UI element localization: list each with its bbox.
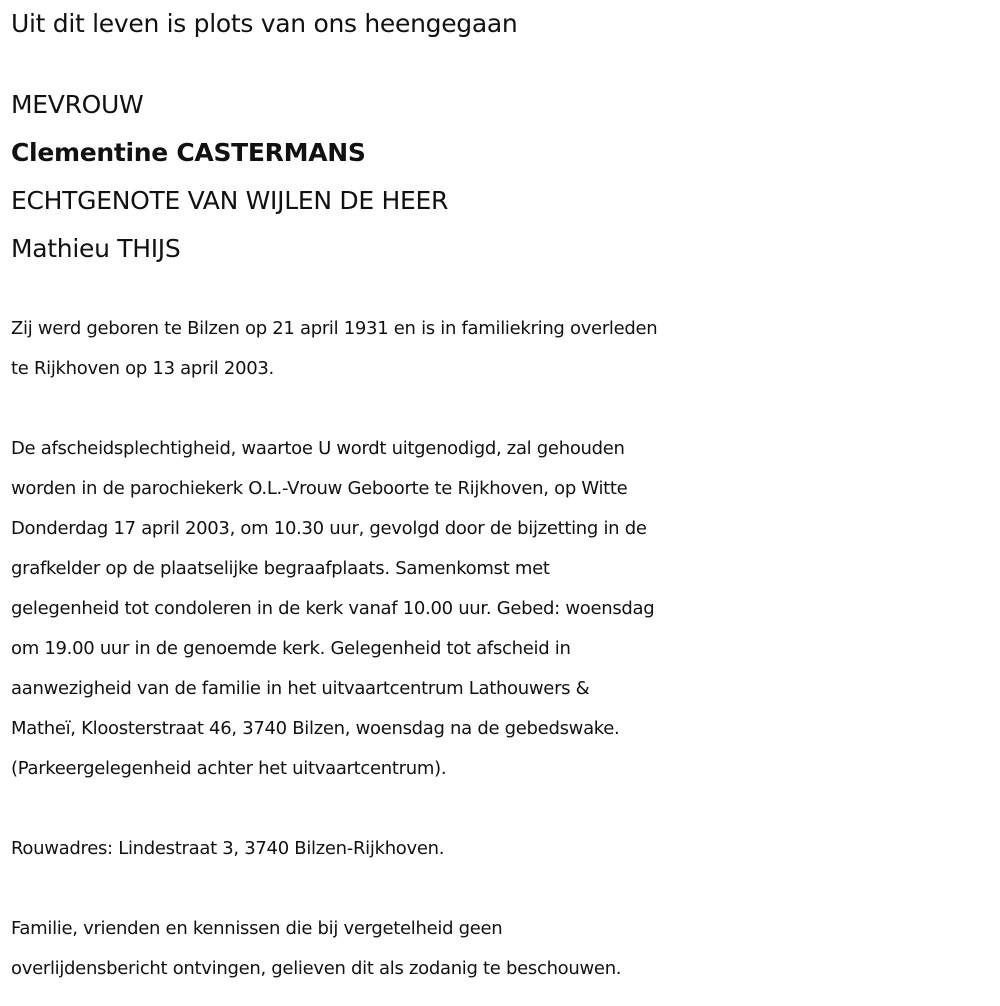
spouse-name: Mathieu THIJS xyxy=(11,234,181,263)
paragraph-line: Matheï, Kloosterstraat 46, 3740 Bilzen, woensdag na de gebedswake. xyxy=(11,718,620,739)
paragraph-line: Familie, vrienden en kennissen die bij vergetelheid geen xyxy=(11,918,503,939)
paragraph-line: gelegenheid tot condoleren in de kerk vanaf 10.00 uur. Gebed: woensdag xyxy=(11,598,655,619)
paragraph-line: De afscheidsplechtigheid, waartoe U wordt uitgenodigd, zal gehouden xyxy=(11,438,625,459)
paragraph-line: worden in de parochiekerk O.L.-Vrouw Geboorte te Rijkhoven, op Witte xyxy=(11,478,628,499)
title-prefix: MEVROUW xyxy=(11,90,144,119)
paragraph-line: aanwezigheid van de familie in het uitvaartcentrum Lathouwers & xyxy=(11,678,590,699)
paragraph-line: (Parkeergelegenheid achter het uitvaartcentrum). xyxy=(11,758,447,779)
address-line: Rouwadres: Lindestraat 3, 3740 Bilzen-Rijkhoven. xyxy=(11,838,445,859)
paragraph-line: grafkelder op de plaatselijke begraafplaats. Samenkomst met xyxy=(11,558,550,579)
ceremony-paragraph xyxy=(11,429,996,789)
paragraph-line: Zij werd geboren te Bilzen op 21 april 1931 en is in familiekring overleden xyxy=(11,318,658,339)
address-paragraph xyxy=(11,829,996,869)
paragraph-line: Donderdag 17 april 2003, om 10.30 uur, gevolgd door de bijzetting in de xyxy=(11,518,647,539)
relation-text: ECHTGENOTE VAN WIJLEN DE HEER xyxy=(11,186,449,215)
paragraph-line: te Rijkhoven op 13 april 2003. xyxy=(11,358,274,379)
paragraph-line: overlijdensbericht ontvingen, gelieven dit als zodanig te beschouwen. xyxy=(11,958,622,979)
deceased-name: Clementine CASTERMANS xyxy=(11,138,366,167)
intro-text: Uit dit leven is plots van ons heengegaan xyxy=(11,9,518,38)
closing-paragraph xyxy=(11,909,996,989)
paragraph-line: om 19.00 uur in de genoemde kerk. Gelegenheid tot afscheid in xyxy=(11,638,571,659)
birth-death-paragraph xyxy=(11,309,996,389)
